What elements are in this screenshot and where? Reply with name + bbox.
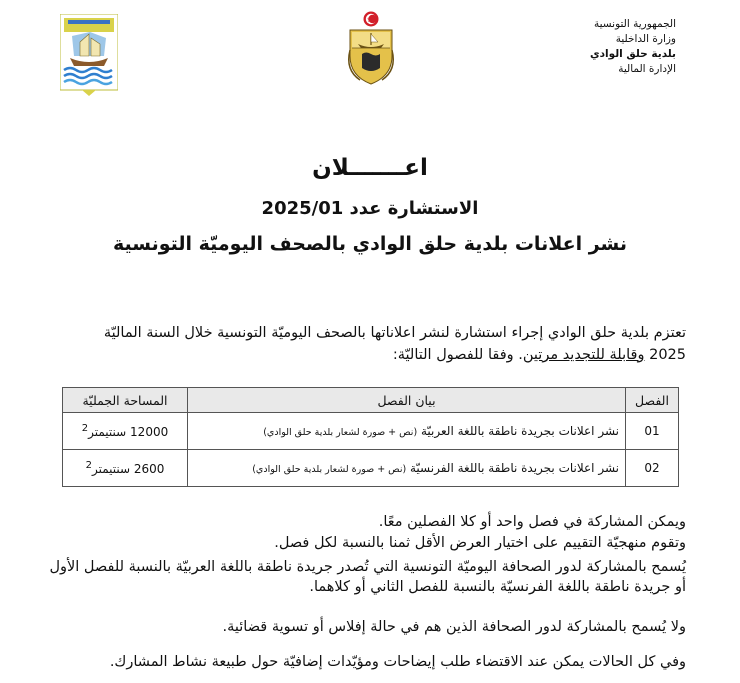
lot-description-note: (نص + صورة لشعار بلدية حلق الوادي) bbox=[263, 427, 418, 438]
lot-area bbox=[63, 450, 188, 487]
intro-line-2-end: . وفقا للفصول التاليّة: bbox=[392, 347, 523, 363]
header-lot: الفصل bbox=[626, 388, 679, 413]
notice-title: اعـــــــلان bbox=[312, 155, 428, 181]
clarifications-paragraph: وفي كل الحالات يمكن عند الاقتضاء طلب إيضاحات ومؤيّدات إضافيّة حول طبيعة نشاط المشارك. bbox=[109, 654, 686, 670]
administrative-header bbox=[476, 17, 676, 77]
consultation-number: الاستشارة عدد 2025/01 bbox=[261, 198, 479, 219]
coat-of-arms-emblem bbox=[342, 10, 400, 88]
department-name: الإدارة المالية bbox=[618, 63, 676, 75]
eligibility-paragraph: يُسمح بالمشاركة لدور الصحافة اليوميّة التونسية التي تُصدر جريدة ناطقة باللغة العربيّة بالنسبة للفصل الأول أو جريدة ناطقة باللغة الفرنسيّة بالنسبة للفصل الثاني أو كلاهما. bbox=[49, 559, 686, 595]
intro-renewal-underlined: وقابلة للتجديد مرتين bbox=[522, 347, 645, 363]
table-row bbox=[63, 413, 679, 450]
table-row bbox=[63, 450, 679, 487]
intro-line-2 bbox=[46, 344, 686, 366]
lot-area-unit-power: 2 bbox=[81, 423, 89, 434]
evaluation-paragraph: وتقوم منهجيّة التقييم على اختيار العرض الأقل ثمنا بالنسبة لكل فصل. bbox=[274, 535, 686, 551]
republic-name: الجمهورية التونسية bbox=[594, 18, 676, 30]
lot-description bbox=[188, 450, 626, 487]
lots-table bbox=[62, 387, 679, 487]
ministry-name: وزارة الداخلية bbox=[615, 33, 676, 45]
lot-area-unit-power: 2 bbox=[85, 460, 92, 471]
table-header-row bbox=[63, 388, 679, 413]
notice-subject: نشر اعلانات بلدية حلق الوادي بالصحف اليوميّة التونسية bbox=[112, 233, 628, 255]
lot-number: 01 bbox=[626, 413, 679, 450]
intro-year: 2025 bbox=[644, 347, 686, 363]
lot-number: 02 bbox=[626, 450, 679, 487]
header-description: بيان الفصل bbox=[188, 388, 626, 413]
lot-area bbox=[63, 413, 188, 450]
lot-description-text: نشر اعلانات بجريدة ناطقة باللغة الفرنسيّة bbox=[410, 461, 619, 475]
lot-description-text: نشر اعلانات بجريدة ناطقة باللغة العربيّة bbox=[420, 424, 619, 438]
municipality-name: بلدية حلق الوادي bbox=[590, 48, 676, 60]
header-area: المساحة الجمليّة bbox=[63, 388, 188, 413]
municipality-logo bbox=[60, 14, 118, 96]
lot-area-value: 2600 سنتيمتر bbox=[91, 462, 165, 476]
exclusion-paragraph: ولا يُسمح بالمشاركة لدور الصحافة الذين هم في حالة إفلاس أو تسوية قضائية. bbox=[222, 619, 686, 635]
lot-description-note: (نص + صورة لشعار بلدية حلق الوادي) bbox=[252, 464, 407, 475]
lot-description bbox=[188, 413, 626, 450]
intro-paragraph bbox=[46, 322, 686, 366]
lot-area-value: 12000 سنتيمتر bbox=[88, 425, 169, 439]
participation-paragraph: ويمكن المشاركة في فصل واحد أو كلا الفصلين معًا. bbox=[378, 514, 686, 530]
intro-line-1: تعتزم بلدية حلق الوادي إجراء استشارة لنشر اعلاناتها بالصحف اليوميّة التونسية خلال السنة الماليّة bbox=[103, 325, 686, 341]
